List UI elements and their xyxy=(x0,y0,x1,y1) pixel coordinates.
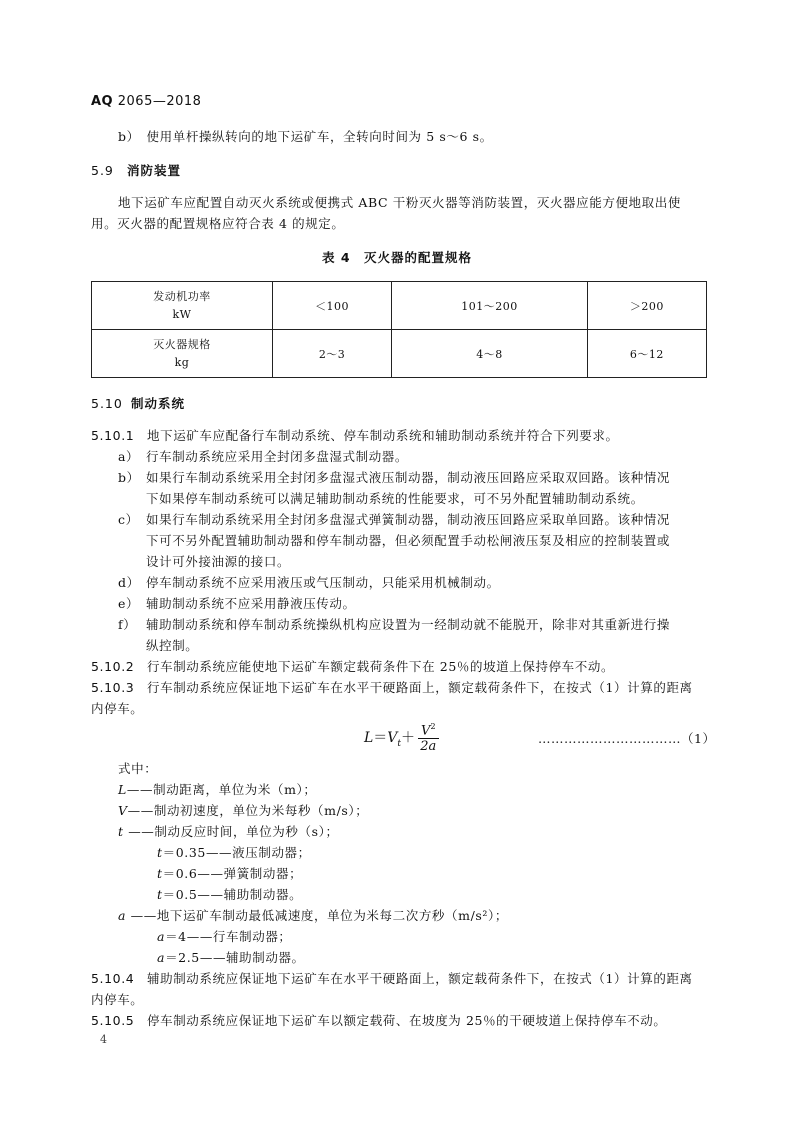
section-5-9-heading xyxy=(91,161,181,181)
list-text: 如果行车制动系统采用全封闭多盘湿式弹簧制动器，制动液压回路应采取单回路。该种情况 xyxy=(146,512,671,527)
numerator-exponent: 2 xyxy=(430,722,436,731)
list-item-b xyxy=(118,468,670,488)
table-row xyxy=(92,330,707,378)
formula-subscript-t: t xyxy=(397,738,402,749)
fraction-denominator: 2a xyxy=(420,739,437,755)
standard-code: AQ xyxy=(91,94,114,109)
list-text-cont: 下如果停车制动系统可以满足辅助制动系统的性能要求，可不另外配置辅助制动系统。 xyxy=(146,491,644,506)
clause-text: 行车制动系统应保证地下运矿车在水平干硬路面上，额定载荷条件下，在按式（1）计算的距离 xyxy=(147,680,693,695)
clause-text: 停车制动系统应保证地下运矿车以额定载荷、在坡度为 25％的干硬坡道上保持停车不动。 xyxy=(147,1013,667,1028)
clause-number: 5.10.3 xyxy=(91,680,135,695)
table-cell: 4～8 xyxy=(392,330,588,378)
list-text-cont: 设计可外接油源的接口。 xyxy=(146,554,291,569)
list-text: 辅助制动系统不应采用静液压传动。 xyxy=(146,596,356,611)
list-text-cont: 下可不另外配置辅助制动器和停车制动器，但必须配置手动松闸液压泵及相应的控制装置或 xyxy=(146,533,671,548)
definition-text: ——制动初速度，单位为米每秒（m/s）； xyxy=(127,803,369,818)
formula-lhs: L xyxy=(364,730,374,747)
value-a-auxiliary xyxy=(157,948,305,968)
clause-5-10-2 xyxy=(91,657,614,677)
list-item-d xyxy=(118,573,500,593)
value-text: ＝0.5——辅助制动器。 xyxy=(162,887,303,902)
value-t-spring xyxy=(157,864,302,884)
item-b-steering: b） 使用单杆操纵转向的地下运矿车，全转向时间为 5 s～6 s。 xyxy=(118,129,493,144)
extinguisher-spec-table xyxy=(91,281,707,378)
table-header-cell xyxy=(92,330,273,378)
paragraph-line: 用。灭火器的配置规格应符合表 4 的规定。 xyxy=(91,216,345,231)
page-header xyxy=(91,94,201,109)
value-t-auxiliary xyxy=(157,885,302,905)
value-text: ＝2.5——辅助制动器。 xyxy=(165,950,305,965)
definition-text: ——地下运矿车制动最低减速度，单位为米每二次方秒（m/s²）； xyxy=(126,908,508,923)
numerator-v: V xyxy=(421,723,431,739)
list-marker: a） xyxy=(118,449,140,464)
standard-number: 2065—2018 xyxy=(117,94,202,109)
value-text: ＝4——行车制动器； xyxy=(165,929,292,944)
header-unit: kW xyxy=(172,307,192,321)
section-number: 5.10 xyxy=(91,396,123,411)
list-marker: b） xyxy=(118,470,140,485)
symbol: a xyxy=(118,908,127,923)
list-item-a xyxy=(118,447,408,467)
header-label: 灭火器规格 xyxy=(153,337,211,351)
section-title: 制动系统 xyxy=(131,396,186,411)
clause-number: 5.10.2 xyxy=(91,659,135,674)
list-item-c xyxy=(118,510,670,530)
symbol: V xyxy=(118,803,128,818)
formula-equals: ＝ xyxy=(373,730,388,747)
fraction-numerator xyxy=(418,722,438,739)
clause-text: 地下运矿车应配备行车制动系统、停车制动系统和辅助制动系统并符合下列要求。 xyxy=(147,428,619,443)
list-text: 停车制动系统不应采用液压或气压制动，只能采用机械制动。 xyxy=(146,575,500,590)
definition-t xyxy=(118,822,339,842)
header-unit: kg xyxy=(174,355,190,369)
formula-number: ……………………………（1） xyxy=(538,731,716,746)
definition-text: ——制动距离，单位为米（m）； xyxy=(126,782,317,797)
table-header-cell xyxy=(92,282,273,330)
table-cell: ＜100 xyxy=(273,282,392,330)
symbol: a xyxy=(157,950,166,965)
symbol: L xyxy=(118,782,127,797)
symbol: t xyxy=(157,887,163,902)
definition-V xyxy=(118,801,368,821)
braking-distance-formula xyxy=(364,722,439,754)
clause-text-cont: 内停车。 xyxy=(91,992,144,1007)
table-caption: 表 4 灭火器的配置规格 xyxy=(321,250,473,265)
list-marker: c） xyxy=(118,512,139,527)
list-item-f xyxy=(118,615,670,635)
symbol: t xyxy=(118,824,124,839)
formula-plus: ＋ xyxy=(401,730,416,747)
list-marker: f） xyxy=(118,617,137,632)
table-row xyxy=(92,282,707,330)
list-marker: e） xyxy=(118,596,140,611)
list-text: 辅助制动系统和停车制动系统操纵机构应设置为一经制动就不能脱开，除非对其重新进行操 xyxy=(146,617,671,632)
table-cell: 101～200 xyxy=(392,282,588,330)
clause-number: 5.10.5 xyxy=(91,1013,135,1028)
clause-text: 辅助制动系统应保证地下运矿车在水平干硬路面上，额定载荷条件下，在按式（1）计算的距离 xyxy=(147,971,693,986)
paragraph-line: 地下运矿车应配置自动灭火系统或便携式 ABC 干粉灭火器等消防装置，灭火器应能方便地取出使 xyxy=(118,195,681,210)
table-cell: ＞200 xyxy=(587,282,706,330)
page-number: 4 xyxy=(100,1033,107,1046)
definition-text: ——制动反应时间，单位为秒（s）； xyxy=(123,824,339,839)
formula-fraction xyxy=(418,722,438,754)
symbol: t xyxy=(157,866,163,881)
definition-a xyxy=(118,906,508,926)
table-cell: 2～3 xyxy=(273,330,392,378)
clause-5-10-3 xyxy=(91,678,693,698)
value-t-hydraulic xyxy=(157,843,311,863)
where-label: 式中： xyxy=(118,761,158,776)
list-item-e xyxy=(118,594,356,614)
list-text: 如果行车制动系统采用全封闭多盘湿式液压制动器，制动液压回路应采取双回路。该种情况 xyxy=(146,470,671,485)
clause-5-10-4 xyxy=(91,969,693,989)
list-text-cont: 纵控制。 xyxy=(146,638,199,653)
value-a-service xyxy=(157,927,292,947)
value-text: ＝0.35——液压制动器； xyxy=(162,845,311,860)
symbol: t xyxy=(157,845,163,860)
list-marker: d） xyxy=(118,575,140,590)
clause-text-cont: 内停车。 xyxy=(91,701,144,716)
value-text: ＝0.6——弹簧制动器； xyxy=(162,866,303,881)
clause-text: 行车制动系统应能使地下运矿车额定载荷条件下在 25％的坡道上保持停车不动。 xyxy=(147,659,615,674)
section-title: 消防装置 xyxy=(127,163,182,178)
section-number: 5.9 xyxy=(91,163,114,178)
symbol: a xyxy=(157,929,166,944)
definition-L xyxy=(118,780,317,800)
clause-5-10-5 xyxy=(91,1011,666,1031)
section-5-10-heading xyxy=(91,394,185,414)
table-cell: 6～12 xyxy=(587,330,706,378)
list-text: 行车制动系统应采用全封闭多盘湿式制动器。 xyxy=(146,449,409,464)
clause-number: 5.10.4 xyxy=(91,971,135,986)
clause-5-10-1 xyxy=(91,426,619,446)
clause-number: 5.10.1 xyxy=(91,428,135,443)
header-label: 发动机功率 xyxy=(153,289,211,303)
formula-v: V xyxy=(387,730,398,747)
